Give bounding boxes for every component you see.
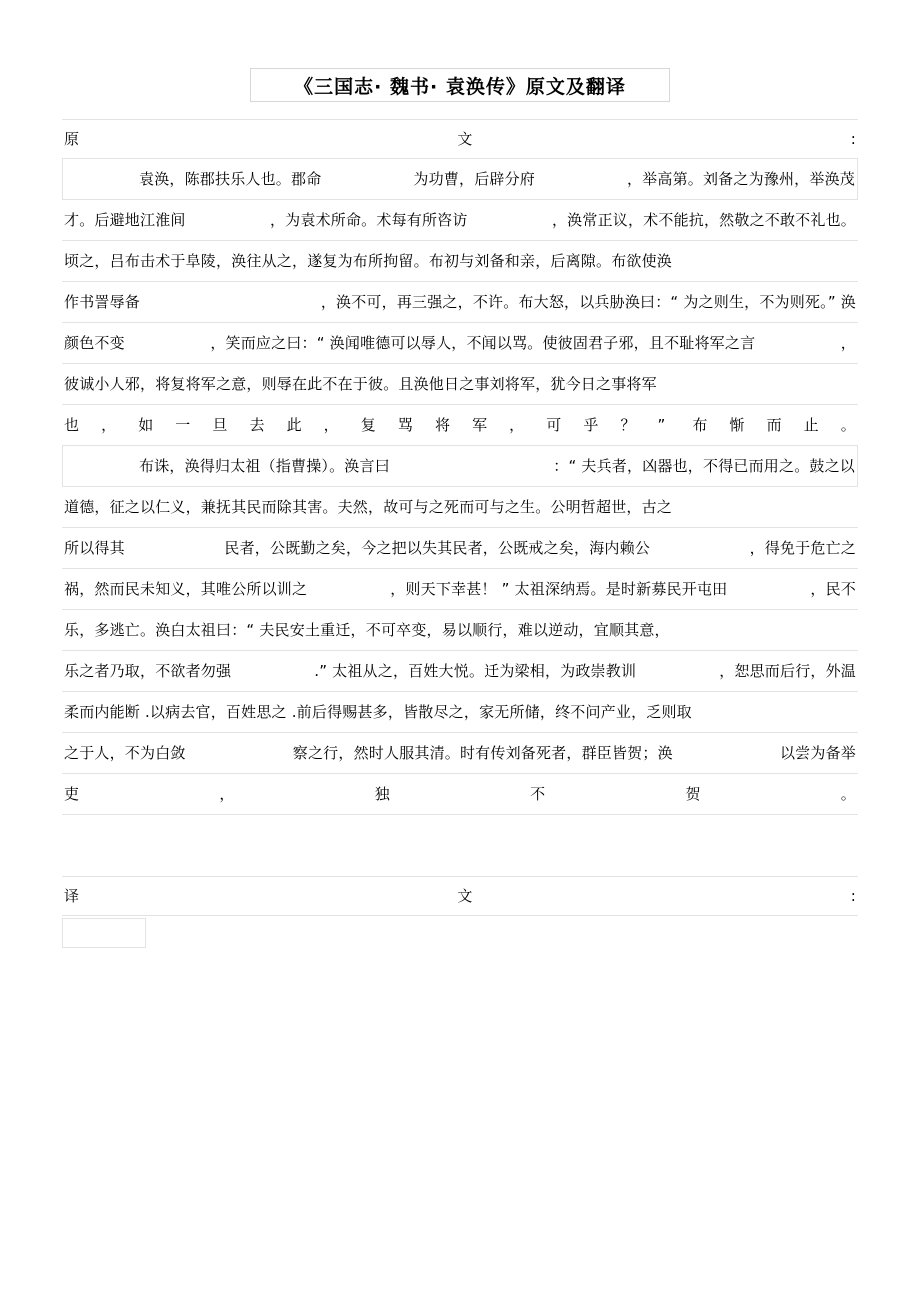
translation-label-right: : bbox=[850, 887, 856, 905]
line-segment: ， bbox=[840, 334, 856, 352]
translation-label-left: 译 bbox=[64, 887, 80, 905]
original-section-label bbox=[62, 119, 858, 159]
line-text: 乐，多逃亡。涣白太祖曰：“ 夫民安土重迁，不可卒变，易以顺行，难以逆动，宜顺其意， bbox=[64, 621, 670, 639]
text-line bbox=[62, 609, 858, 651]
text-line bbox=[62, 363, 858, 405]
line-segment: 袁涣，陈郡扶乐人也。郡命 bbox=[139, 170, 322, 188]
line-segment: ：“ 夫兵者，凶器也，不得已而用之。鼓之以 bbox=[553, 457, 855, 475]
document-body bbox=[62, 120, 858, 948]
line-text: 吏，独不贺。 bbox=[64, 785, 856, 803]
text-line bbox=[62, 445, 858, 487]
line-text: 也，如一旦去此，复骂将军，可乎？” 布惭而止。 bbox=[64, 416, 856, 434]
line-text: 柔而内能断 .以病去官，百姓思之 .前后得赐甚多，皆散尽之，家无所储，终不问产业，乏则取 bbox=[64, 703, 692, 721]
line-segment: 作书詈辱备 bbox=[64, 293, 141, 311]
line-text: 顷之，吕布击术于阜陵，涣往从之，遂复为布所拘留。布初与刘备和亲，后离隙。布欲使涣 bbox=[64, 252, 673, 270]
translation-empty-cell bbox=[62, 918, 146, 948]
translation-section-label bbox=[62, 876, 858, 916]
original-label-right: : bbox=[850, 130, 856, 148]
text-line bbox=[62, 650, 858, 692]
line-segment: ，为袁术所命。术每有所咨访 bbox=[269, 211, 468, 229]
line-segment: ，笑而应之曰：“ 涣闻唯德可以辱人，不闻以骂。使彼固君子邪，且不耻将军之言 bbox=[210, 334, 756, 352]
line-segment: 乐之者乃取，不欲者勿强 bbox=[64, 662, 232, 680]
line-segment: 察之行，然时人服其清。时有传刘备死者，群臣皆贺；涣 bbox=[292, 744, 673, 762]
text-line bbox=[62, 732, 858, 774]
line-segment: ，民不 bbox=[810, 580, 856, 598]
line-segment: 颜色不变 bbox=[64, 334, 125, 352]
line-segment: ，则天下幸甚！ ” 太祖深纳焉。是时新募民开屯田 bbox=[390, 580, 728, 598]
line-segment: .” 太祖从之，百姓大悦。迁为梁相，为政崇教训 bbox=[314, 662, 637, 680]
line-text: 道德，征之以仁义，兼抚其民而除其害。夫然，故可与之死而可与之生。公明哲超世，古之 bbox=[64, 498, 673, 516]
text-line bbox=[62, 199, 858, 241]
line-segment: 布诛，涣得归太祖（指曹操）。涣言曰 bbox=[139, 457, 390, 475]
text-line bbox=[62, 281, 858, 323]
line-segment: 以尝为备举 bbox=[779, 744, 856, 762]
text-line bbox=[62, 158, 858, 200]
text-line bbox=[62, 322, 858, 364]
line-text: 彼诚小人邪，将复将军之意，则辱在此不在于彼。且涣他日之事刘将军，犹今日之事将军 bbox=[64, 375, 657, 393]
line-segment: 之于人，不为白敛 bbox=[64, 744, 186, 762]
section-gap bbox=[62, 815, 858, 877]
line-segment: ，恕思而后行，外温 bbox=[719, 662, 856, 680]
line-segment: 为功曹，后辟分府 bbox=[413, 170, 535, 188]
line-segment: ，涣不可，再三强之，不许。布大怒，以兵胁涣曰：“ 为之则生，不为则死。” 涣 bbox=[320, 293, 856, 311]
text-line bbox=[62, 240, 858, 282]
original-label-center: 文 bbox=[457, 130, 473, 148]
line-segment: 才。后避地江淮间 bbox=[64, 211, 186, 229]
line-segment: ，得免于危亡之 bbox=[749, 539, 856, 557]
text-line bbox=[62, 568, 858, 610]
text-line bbox=[62, 773, 858, 815]
line-segment: ，举高第。刘备之为豫州，举涣茂 bbox=[626, 170, 855, 188]
line-segment: ，涣常正议，术不能抗，然敬之不敢不礼也。 bbox=[551, 211, 856, 229]
page-title: 《三国志· 魏书· 袁涣传》原文及翻译 bbox=[250, 68, 670, 102]
line-segment: 所以得其 bbox=[64, 539, 125, 557]
text-line bbox=[62, 486, 858, 528]
translation-label-center: 文 bbox=[457, 887, 473, 905]
text-line bbox=[62, 527, 858, 569]
line-segment: 民者，公既勤之矣，今之把以失其民者，公既戒之矣，海内赖公 bbox=[224, 539, 650, 557]
text-line bbox=[62, 404, 858, 446]
text-line bbox=[62, 691, 858, 733]
line-segment: 祸，然而民未知义，其唯公所以训之 bbox=[64, 580, 308, 598]
original-label-left: 原 bbox=[64, 130, 80, 148]
